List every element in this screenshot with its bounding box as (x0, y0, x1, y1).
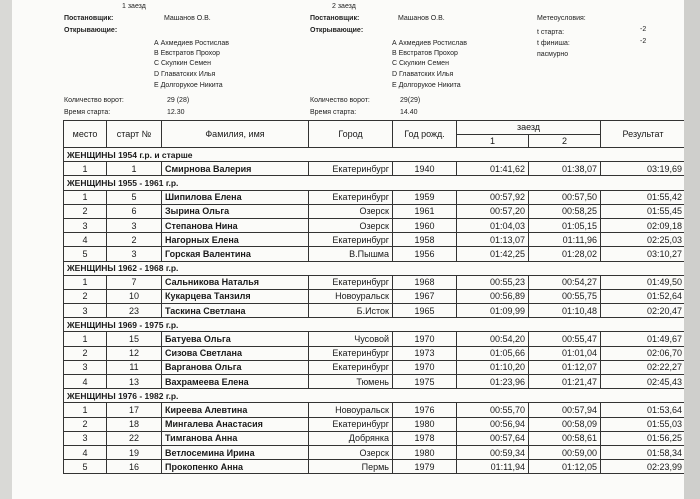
year-cell: 1960 (393, 218, 457, 232)
run1-cell: 00:57,92 (457, 190, 529, 204)
result-cell: 02:09,18 (601, 218, 685, 232)
place-cell: 2 (64, 417, 107, 431)
city-cell: Екатеринбург (309, 360, 393, 374)
name-cell: Шипилова Елена (162, 190, 309, 204)
year-cell: 1975 (393, 375, 457, 389)
place-cell: 3 (64, 218, 107, 232)
results-body (64, 148, 685, 474)
name-cell: Батуева Ольга (162, 332, 309, 346)
run2-cell: 00:58,61 (529, 431, 601, 445)
bib-cell: 7 (107, 275, 162, 289)
city-cell: Б.Исток (309, 304, 393, 318)
bib-cell: 13 (107, 375, 162, 389)
run2-cell: 00:55,75 (529, 289, 601, 303)
year-cell: 1979 (393, 460, 457, 474)
city-cell: Новоуральск (309, 289, 393, 303)
city-cell: Чусовой (309, 332, 393, 346)
group-title: ЖЕНЩИНЫ 1955 - 1961 г.р. (64, 176, 685, 190)
run1-openers-label: Открывающие: (64, 27, 118, 34)
col-result: Результат (601, 121, 685, 148)
group-row (64, 318, 685, 332)
place-cell: 3 (64, 431, 107, 445)
bib-cell: 5 (107, 190, 162, 204)
bib-cell: 3 (107, 247, 162, 261)
table-row (64, 445, 685, 459)
place-cell: 5 (64, 460, 107, 474)
group-row (64, 176, 685, 190)
run1-cell: 00:55,70 (457, 403, 529, 417)
run1-cell: 01:13,07 (457, 233, 529, 247)
table-row (64, 403, 685, 417)
run2-cell: 01:01,04 (529, 346, 601, 360)
run1-cell: 01:09,99 (457, 304, 529, 318)
name-cell: Варганова Ольга (162, 360, 309, 374)
city-cell: Новоуральск (309, 403, 393, 417)
name-cell: Смирнова Валерия (162, 162, 309, 176)
city-cell: Екатеринбург (309, 417, 393, 431)
bib-cell: 22 (107, 431, 162, 445)
run2-cell: 01:10,48 (529, 304, 601, 318)
place-cell: 1 (64, 275, 107, 289)
city-cell: Пермь (309, 460, 393, 474)
run2-opener: В Евстратов Прохор (392, 50, 458, 57)
group-title: ЖЕНЩИНЫ 1962 - 1968 г.р. (64, 261, 685, 275)
name-cell: Сальникова Наталья (162, 275, 309, 289)
result-cell: 01:49,50 (601, 275, 685, 289)
city-cell: Тюмень (309, 375, 393, 389)
group-row (64, 148, 685, 162)
run2-cell: 01:05,15 (529, 218, 601, 232)
place-cell: 1 (64, 162, 107, 176)
run2-setter: Машанов О.В. (398, 15, 445, 22)
name-cell: Прокопенко Анна (162, 460, 309, 474)
col-run2: 2 (529, 134, 601, 148)
col-run: заезд (457, 121, 601, 135)
run1-cell: 00:56,94 (457, 417, 529, 431)
table-row (64, 360, 685, 374)
t-start-label: t старта: (537, 29, 565, 36)
run1-opener: D Главатских Илья (154, 71, 216, 78)
place-cell: 1 (64, 332, 107, 346)
run2-cell: 01:28,02 (529, 247, 601, 261)
result-cell: 01:56,25 (601, 431, 685, 445)
result-cell: 01:49,67 (601, 332, 685, 346)
run1-opener: С Скулкин Семен (154, 60, 211, 67)
run1-cell: 00:56,89 (457, 289, 529, 303)
col-bib: старт № (107, 121, 162, 148)
year-cell: 1970 (393, 360, 457, 374)
table-row (64, 247, 685, 261)
place-cell: 1 (64, 190, 107, 204)
run1-cell: 01:41,62 (457, 162, 529, 176)
city-cell: Озерск (309, 445, 393, 459)
name-cell: Горская Валентина (162, 247, 309, 261)
place-cell: 1 (64, 403, 107, 417)
name-cell: Киреева Алевтина (162, 403, 309, 417)
results-sheet (12, 0, 684, 499)
run1-opener: В Евстратов Прохор (154, 50, 220, 57)
table-row (64, 289, 685, 303)
table-row (64, 460, 685, 474)
bib-cell: 16 (107, 460, 162, 474)
bib-cell: 10 (107, 289, 162, 303)
run2-gates-label: Количество ворот: (310, 97, 370, 104)
run2-cell: 00:54,27 (529, 275, 601, 289)
place-cell: 4 (64, 375, 107, 389)
run2-opener: А Ахмедиев Ростислав (392, 40, 467, 47)
bib-cell: 15 (107, 332, 162, 346)
col-city: Город (309, 121, 393, 148)
name-cell: Кукарцева Танзиля (162, 289, 309, 303)
name-cell: Вахрамеева Елена (162, 375, 309, 389)
run1-setter: Машанов О.В. (164, 15, 211, 22)
run2-cell: 00:55,47 (529, 332, 601, 346)
run1-gates: 29 (28) (167, 97, 190, 104)
run2-cell: 00:57,50 (529, 190, 601, 204)
t-finish-label: t финиша: (537, 40, 570, 47)
t-start-value: -2 (640, 26, 647, 33)
header-row (64, 121, 685, 135)
bib-cell: 2 (107, 233, 162, 247)
year-cell: 1973 (393, 346, 457, 360)
result-cell: 02:06,70 (601, 346, 685, 360)
run1-cell: 01:04,03 (457, 218, 529, 232)
run2-opener: D Главатских Илья (392, 71, 454, 78)
bib-cell: 3 (107, 218, 162, 232)
result-cell: 01:52,64 (601, 289, 685, 303)
result-cell: 01:53,64 (601, 403, 685, 417)
run2-cell: 00:57,94 (529, 403, 601, 417)
run2-cell: 00:59,00 (529, 445, 601, 459)
name-cell: Тимганова Анна (162, 431, 309, 445)
run1-cell: 00:57,20 (457, 204, 529, 218)
table-row (64, 275, 685, 289)
run1-cell: 00:57,64 (457, 431, 529, 445)
run1-cell: 01:23,96 (457, 375, 529, 389)
group-row (64, 389, 685, 403)
name-cell: Зырина Ольга (162, 204, 309, 218)
run1-opener: А Ахмедиев Ростислав (154, 40, 229, 47)
bib-cell: 19 (107, 445, 162, 459)
run1-opener: Е Долгорукое Никита (154, 82, 223, 89)
table-row (64, 375, 685, 389)
run2-label: 2 заезд (332, 3, 356, 10)
table-row (64, 332, 685, 346)
run2-start-label: Время старта: (310, 109, 357, 116)
year-cell: 1956 (393, 247, 457, 261)
run1-start-label: Время старта: (64, 109, 111, 116)
result-cell: 02:22,27 (601, 360, 685, 374)
table-row (64, 346, 685, 360)
run2-start: 14.40 (400, 109, 418, 116)
result-cell: 01:58,34 (601, 445, 685, 459)
run2-cell: 01:12,07 (529, 360, 601, 374)
result-cell: 02:25,03 (601, 233, 685, 247)
result-cell: 01:55,03 (601, 417, 685, 431)
bib-cell: 6 (107, 204, 162, 218)
city-cell: Екатеринбург (309, 346, 393, 360)
bib-cell: 12 (107, 346, 162, 360)
run1-cell: 00:54,20 (457, 332, 529, 346)
run1-start: 12.30 (167, 109, 185, 116)
result-cell: 02:23,99 (601, 460, 685, 474)
name-cell: Сизова Светлана (162, 346, 309, 360)
name-cell: Ветлосемина Ирина (162, 445, 309, 459)
bib-cell: 1 (107, 162, 162, 176)
run1-cell: 01:42,25 (457, 247, 529, 261)
year-cell: 1959 (393, 190, 457, 204)
run2-cell: 01:12,05 (529, 460, 601, 474)
result-cell: 02:20,47 (601, 304, 685, 318)
year-cell: 1980 (393, 417, 457, 431)
result-cell: 03:10,27 (601, 247, 685, 261)
city-cell: В.Пышма (309, 247, 393, 261)
run2-cell: 00:58,25 (529, 204, 601, 218)
table-row (64, 190, 685, 204)
year-cell: 1968 (393, 275, 457, 289)
table-row (64, 162, 685, 176)
run1-cell: 01:10,20 (457, 360, 529, 374)
city-cell: Екатеринбург (309, 275, 393, 289)
year-cell: 1958 (393, 233, 457, 247)
bib-cell: 23 (107, 304, 162, 318)
year-cell: 1961 (393, 204, 457, 218)
place-cell: 2 (64, 346, 107, 360)
result-cell: 02:45,43 (601, 375, 685, 389)
page-edge (684, 0, 700, 499)
run2-cell: 01:21,47 (529, 375, 601, 389)
name-cell: Таскина Светлана (162, 304, 309, 318)
run1-cell: 00:55,23 (457, 275, 529, 289)
result-cell: 01:55,42 (601, 190, 685, 204)
year-cell: 1940 (393, 162, 457, 176)
table-row (64, 233, 685, 247)
run1-cell: 01:11,94 (457, 460, 529, 474)
year-cell: 1970 (393, 332, 457, 346)
place-cell: 2 (64, 204, 107, 218)
group-title: ЖЕНЩИНЫ 1954 г.р. и старше (64, 148, 685, 162)
col-place: место (64, 121, 107, 148)
run2-gates: 29(29) (400, 97, 421, 104)
run1-label: 1 заезд (122, 3, 146, 10)
city-cell: Добрянка (309, 431, 393, 445)
year-cell: 1978 (393, 431, 457, 445)
year-cell: 1976 (393, 403, 457, 417)
city-cell: Екатеринбург (309, 190, 393, 204)
run2-opener: С Скулкин Семен (392, 60, 449, 67)
run1-gates-label: Количество ворот: (64, 97, 124, 104)
city-cell: Озерск (309, 218, 393, 232)
place-cell: 4 (64, 445, 107, 459)
table-row (64, 204, 685, 218)
city-cell: Екатеринбург (309, 162, 393, 176)
place-cell: 3 (64, 360, 107, 374)
bib-cell: 18 (107, 417, 162, 431)
run2-openers-label: Открывающие: (310, 27, 364, 34)
place-cell: 5 (64, 247, 107, 261)
run1-setter-label: Постановщик: (64, 15, 114, 22)
bib-cell: 11 (107, 360, 162, 374)
run2-cell: 00:58,09 (529, 417, 601, 431)
group-row (64, 261, 685, 275)
table-row (64, 304, 685, 318)
table-row (64, 431, 685, 445)
place-cell: 4 (64, 233, 107, 247)
name-cell: Нагорных Елена (162, 233, 309, 247)
table-row (64, 417, 685, 431)
run1-cell: 00:59,34 (457, 445, 529, 459)
weather-sky: пасмурно (537, 51, 569, 58)
results-table (63, 120, 684, 474)
place-cell: 3 (64, 304, 107, 318)
name-cell: Мингалева Анастасия (162, 417, 309, 431)
result-cell: 03:19,69 (601, 162, 685, 176)
result-cell: 01:55,45 (601, 204, 685, 218)
col-name: Фамилия, имя (162, 121, 309, 148)
group-title: ЖЕНЩИНЫ 1969 - 1975 г.р. (64, 318, 685, 332)
city-cell: Озерск (309, 204, 393, 218)
col-year: Год рожд. (393, 121, 457, 148)
run2-cell: 01:38,07 (529, 162, 601, 176)
run2-setter-label: Постановщик: (310, 15, 360, 22)
place-cell: 2 (64, 289, 107, 303)
col-run1: 1 (457, 134, 529, 148)
year-cell: 1980 (393, 445, 457, 459)
table-row (64, 218, 685, 232)
name-cell: Степанова Нина (162, 218, 309, 232)
run2-cell: 01:11,96 (529, 233, 601, 247)
group-title: ЖЕНЩИНЫ 1976 - 1982 г.р. (64, 389, 685, 403)
year-cell: 1965 (393, 304, 457, 318)
t-finish-value: -2 (640, 38, 647, 45)
weather-label: Метеоусловия: (537, 15, 586, 22)
city-cell: Екатеринбург (309, 233, 393, 247)
run2-opener: Е Долгорукое Никита (392, 82, 461, 89)
bib-cell: 17 (107, 403, 162, 417)
year-cell: 1967 (393, 289, 457, 303)
run1-cell: 01:05,66 (457, 346, 529, 360)
